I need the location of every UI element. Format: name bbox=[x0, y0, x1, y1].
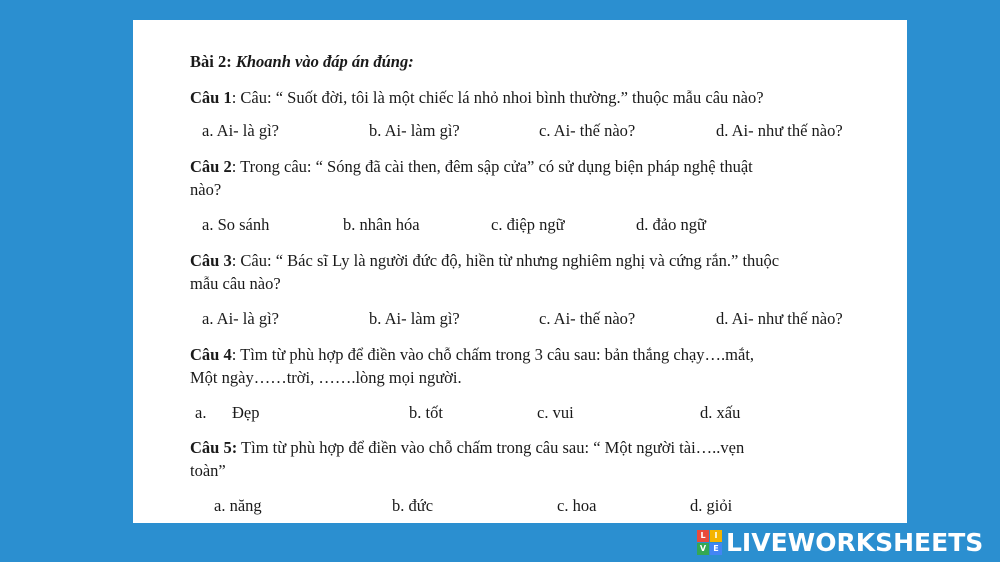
question-4-cont: Một ngày……trời, …….lòng mọi người. bbox=[190, 368, 462, 387]
question-text: Tìm từ phù hợp để điền vào chỗ chấm trong câu sau: “ Một người tài…..vẹn bbox=[237, 438, 745, 457]
logo-tile: I bbox=[710, 530, 722, 542]
exercise-instruction: Khoanh vào đáp án đúng: bbox=[235, 52, 414, 71]
q2-option-a[interactable]: a. So sánh bbox=[202, 215, 270, 234]
liveworksheets-logo-icon bbox=[697, 530, 722, 555]
question-4 bbox=[190, 344, 877, 366]
exercise-label: Bài 2: bbox=[190, 52, 232, 71]
question-2 bbox=[190, 156, 877, 178]
question-1 bbox=[190, 87, 877, 109]
question-text: : Tìm từ phù hợp để điền vào chỗ chấm trong 3 câu sau: bản thắng chạy….mắt, bbox=[231, 345, 755, 364]
logo-tile: E bbox=[710, 543, 722, 555]
q3-option-b[interactable]: b. Ai- làm gì? bbox=[369, 309, 460, 328]
q1-option-b[interactable]: b. Ai- làm gì? bbox=[369, 121, 460, 140]
question-3 bbox=[190, 250, 877, 272]
question-label: Câu 4 bbox=[190, 345, 232, 364]
question-5-cont: toàn” bbox=[190, 461, 226, 480]
logo-tile: V bbox=[697, 543, 709, 555]
question-label: Câu 3 bbox=[190, 251, 232, 270]
q4-option-a-marker[interactable]: a. bbox=[195, 403, 207, 422]
q4-option-d[interactable]: d. xấu bbox=[700, 403, 741, 422]
q4-option-c[interactable]: c. vui bbox=[537, 403, 574, 422]
question-label: Câu 1 bbox=[190, 88, 232, 107]
question-text: : Câu: “ Bác sĩ Ly là người đức độ, hiền từ nhưng nghiêm nghị và cứng rắn.” thuộc bbox=[231, 251, 780, 270]
question-5 bbox=[190, 437, 877, 459]
q1-option-a[interactable]: a. Ai- là gì? bbox=[202, 121, 279, 140]
worksheet-page bbox=[133, 20, 907, 523]
q3-option-a[interactable]: a. Ai- là gì? bbox=[202, 309, 279, 328]
question-3-cont: mẫu câu nào? bbox=[190, 274, 281, 293]
q1-option-d[interactable]: d. Ai- như thế nào? bbox=[716, 121, 843, 140]
q1-option-c[interactable]: c. Ai- thế nào? bbox=[539, 121, 636, 140]
q5-option-a[interactable]: a. năng bbox=[214, 496, 262, 515]
question-text: : Trong câu: “ Sóng đã cài then, đêm sập cửa” có sử dụng biện pháp nghệ thuật bbox=[231, 157, 753, 176]
liveworksheets-brand bbox=[697, 527, 983, 557]
question-2-cont: nào? bbox=[190, 180, 222, 199]
q2-option-c[interactable]: c. điệp ngữ bbox=[491, 215, 565, 234]
question-text: : Câu: “ Suốt đời, tôi là một chiếc lá nhỏ nhoi bình thường.” thuộc mẫu câu nào? bbox=[231, 88, 764, 107]
q5-option-b[interactable]: b. đức bbox=[392, 496, 434, 515]
q4-option-b[interactable]: b. tốt bbox=[409, 403, 443, 422]
question-label: Câu 5: bbox=[190, 438, 238, 457]
q2-option-d[interactable]: d. đảo ngữ bbox=[636, 215, 706, 234]
brand-wordmark: LIVEWORKSHEETS bbox=[726, 527, 984, 557]
q5-option-d[interactable]: d. giỏi bbox=[690, 496, 733, 515]
exercise-title bbox=[190, 51, 877, 73]
logo-tile: L bbox=[697, 530, 709, 542]
q3-option-d[interactable]: d. Ai- như thế nào? bbox=[716, 309, 843, 328]
q2-option-b[interactable]: b. nhân hóa bbox=[343, 215, 420, 234]
question-label: Câu 2 bbox=[190, 157, 232, 176]
q3-option-c[interactable]: c. Ai- thế nào? bbox=[539, 309, 636, 328]
q5-option-c[interactable]: c. hoa bbox=[557, 496, 597, 515]
q4-option-a[interactable]: Đẹp bbox=[232, 403, 260, 422]
